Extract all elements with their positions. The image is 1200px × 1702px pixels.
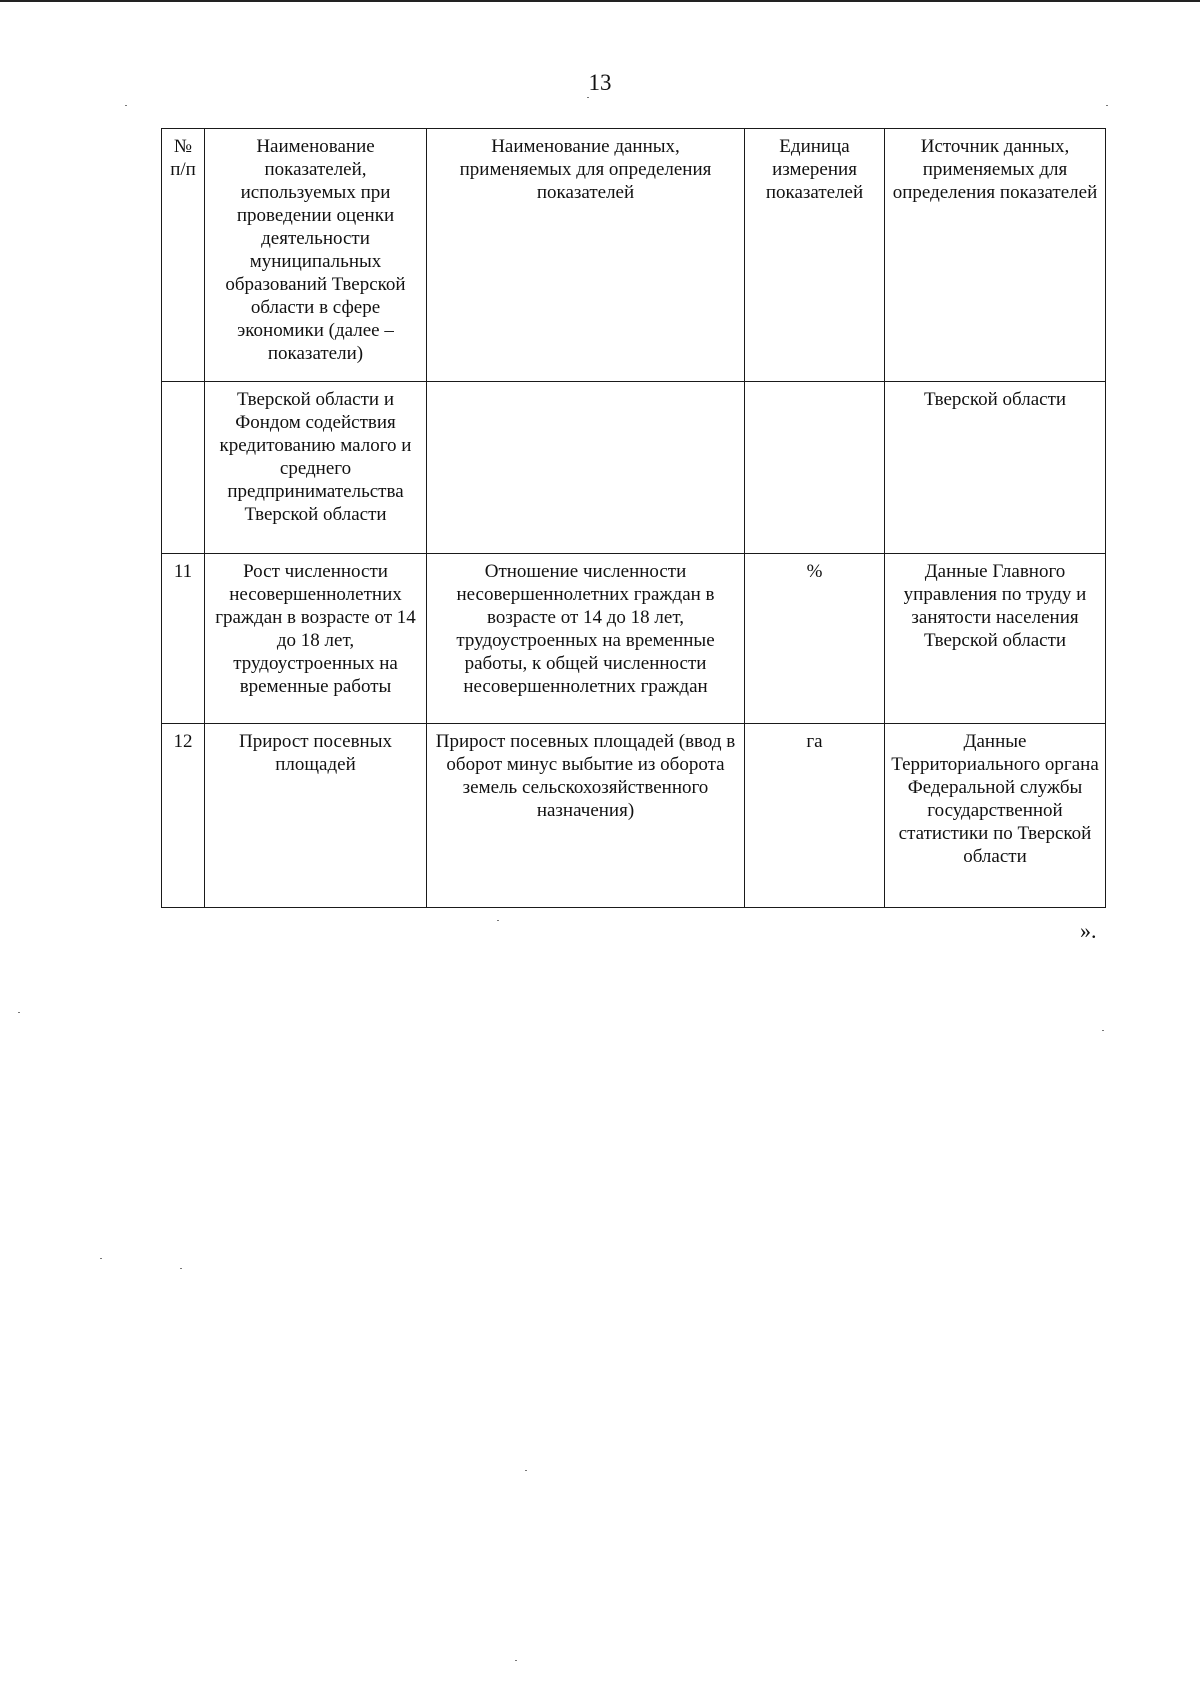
scan-speck — [125, 105, 127, 106]
scan-speck — [525, 1470, 527, 1471]
row-source: Тверской области — [885, 382, 1106, 554]
closing-quote: ». — [1080, 918, 1097, 943]
table-row — [162, 554, 1106, 724]
scan-speck — [1102, 1030, 1104, 1031]
table-row — [162, 382, 1106, 554]
indicators-table — [161, 128, 1106, 908]
row-number: 12 — [162, 724, 205, 908]
row-indicator: Тверской области и Фондом содействия кредитованию малого и среднего предпринимательства Тверской области — [205, 382, 427, 554]
header-number-line2: п/п — [170, 159, 196, 180]
row-indicator: Рост численности несовершеннолетних граждан в возрасте от 14 до 18 лет, трудоустроенных на временные работы — [205, 554, 427, 724]
header-number — [162, 129, 205, 382]
row-data-name — [427, 382, 745, 554]
scan-speck — [100, 1258, 102, 1259]
scan-speck — [18, 1012, 20, 1013]
row-unit: % — [745, 554, 885, 724]
row-source: Данные Территориального органа Федеральной службы государственной статистики по Тверской области — [885, 724, 1106, 908]
scan-speck — [1106, 105, 1108, 106]
row-source: Данные Главного управления по труду и занятости населения Тверской области — [885, 554, 1106, 724]
row-number: 11 — [162, 554, 205, 724]
row-data-name: Отношение численности несовершеннолетних граждан в возрасте от 14 до 18 лет, трудоустроенных на временные работы, к общей численности несовершеннолетних граждан — [427, 554, 745, 724]
table-header-row — [162, 129, 1106, 382]
row-indicator: Прирост посевных площадей — [205, 724, 427, 908]
scan-speck — [180, 1268, 182, 1269]
header-number-line1: № — [173, 136, 193, 157]
scan-speck — [587, 97, 589, 98]
header-indicator: Наименование показателей, используемых при проведении оценки деятельности муниципальных образований Тверской области в сфере экономики (далее – показатели) — [205, 129, 427, 382]
header-data-name: Наименование данных, применяемых для определения показателей — [427, 129, 745, 382]
table-row — [162, 724, 1106, 908]
header-unit: Единица измерения показателей — [745, 129, 885, 382]
header-source: Источник данных, применяемых для определения показателей — [885, 129, 1106, 382]
row-data-name: Прирост посевных площадей (ввод в оборот минус выбытие из оборота земель сельскохозяйственного назначения) — [427, 724, 745, 908]
page-number: 13 — [588, 70, 612, 95]
scan-top-edge — [0, 0, 1200, 2]
scan-speck — [515, 1660, 517, 1661]
row-unit — [745, 382, 885, 554]
scan-speck — [497, 920, 499, 921]
row-number — [162, 382, 205, 554]
row-unit: га — [745, 724, 885, 908]
